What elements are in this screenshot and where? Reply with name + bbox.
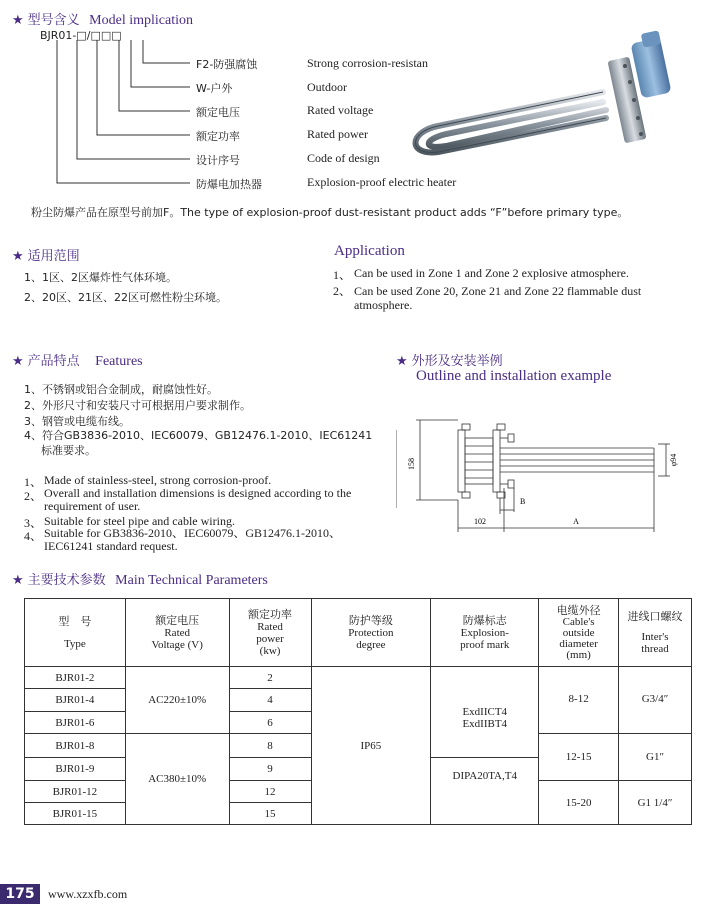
outline-heading-en: Outline and installation example [416, 368, 612, 384]
star-icon: ★ [12, 13, 24, 28]
outline-drawing [396, 408, 698, 542]
power-cell: 15 [229, 803, 311, 825]
thread-cell-2: G1″ [619, 734, 692, 781]
model-heading-en: Model implication [89, 13, 193, 28]
outline-dim-a: A [573, 517, 579, 526]
table-header-cell: 防爆标志 Explosion-proof mark [431, 599, 539, 667]
cable-cell-3: 15-20 [539, 781, 619, 825]
power-cell: 4 [229, 689, 311, 712]
params-heading [12, 569, 268, 589]
params-heading-zh: 主要技术参数 [27, 573, 106, 588]
type-cell: BJR01-8 [25, 734, 126, 758]
model-row-zh: 额定功率 [196, 130, 240, 143]
page-number: 175 [0, 884, 40, 904]
star-icon: ★ [12, 573, 24, 588]
cable-cell-2: 12-15 [539, 734, 619, 781]
application-en-item: Can be used in Zone 1 and Zone 2 explosive atmosphere. [354, 266, 629, 280]
protection-cell: IP65 [311, 667, 431, 825]
outline-heading-zh: 外形及安装举例 [411, 354, 503, 369]
table-header-cell: 防护等级 Protection degree [311, 599, 431, 667]
outline-dim-b: B [520, 497, 526, 506]
application-heading-en: Application [334, 243, 405, 259]
outline-dim-height: 158 [407, 458, 416, 470]
features-heading [12, 350, 143, 370]
heater-product-image [398, 30, 678, 175]
model-row-en: Explosion-proof electric heater [307, 175, 457, 189]
outline-heading-zh-block [396, 350, 503, 370]
voltage-cell: AC220±10% [125, 667, 229, 734]
star-icon: ★ [12, 354, 24, 369]
features-zh-item: 4、符合GB3836-2010、IEC60079、GB12476.1-2010、IEC61241 标准要求。 [24, 429, 373, 457]
model-row-en: Code of design [307, 151, 380, 165]
model-row-en: Outdoor [307, 80, 347, 94]
type-cell: BJR01-12 [25, 781, 126, 803]
application-zh-item: 1、1区、2区爆炸性气体环境。 [24, 271, 177, 284]
mark-cell-1: ExdIICT4 ExdIIBT4 [431, 667, 539, 758]
voltage-cell: AC380±10% [125, 734, 229, 825]
application-en-num: 2、 [333, 284, 352, 298]
power-cell: 6 [229, 712, 311, 734]
thread-cell-3: G1 1/4″ [619, 781, 692, 825]
type-cell: BJR01-2 [25, 667, 126, 689]
application-zh-item: 2、20区、21区、22区可燃性粉尘环境。 [24, 291, 227, 304]
params-table [24, 598, 692, 825]
model-code: BJR01-□/□□□ [40, 29, 122, 42]
model-row-zh: F2-防强腐蚀 [196, 58, 258, 71]
table-header-cell: 额定功率 Rated power (kw) [229, 599, 311, 667]
model-row-zh: W-户外 [196, 82, 233, 95]
power-cell: 2 [229, 667, 311, 689]
model-row-zh: 防爆电加热器 [196, 178, 262, 191]
features-zh-item: 1、不锈钢或铝合金制成，耐腐蚀性好。 [24, 383, 218, 396]
type-cell: BJR01-6 [25, 712, 126, 734]
mark-cell-2: DIPA20TA,T4 [431, 758, 539, 825]
star-icon: ★ [12, 249, 24, 264]
outline-dim-phi: φ94 [669, 453, 678, 467]
features-en-num: 3、 [24, 516, 43, 530]
outline-dim-102: 102 [474, 517, 486, 526]
model-heading-zh: 型号含义 [27, 13, 80, 28]
star-icon: ★ [396, 354, 408, 369]
features-heading-zh: 产品特点 [27, 354, 80, 369]
type-cell: BJR01-4 [25, 689, 126, 712]
model-bracket-lines [0, 0, 330, 200]
application-en-item: Can be used Zone 20, Zone 21 and Zone 22 flammable dust atmosphere. [354, 284, 642, 312]
table-header-cell: 电缆外径 Cable's outside diameter (mm) [539, 599, 619, 667]
features-en-num: 2、 [24, 489, 43, 503]
features-en-item: Suitable for steel pipe and cable wiring. [44, 514, 235, 528]
power-cell: 8 [229, 734, 311, 758]
footer-url[interactable]: www.xzxfb.com [48, 887, 128, 901]
features-zh-item: 3、钢管或电缆布线。 [24, 415, 130, 428]
features-en-item: Overall and installation dimensions is designed according to the requirement of user. [44, 486, 352, 513]
params-heading-en: Main Technical Parameters [115, 573, 268, 588]
type-cell: BJR01-9 [25, 758, 126, 781]
table-header-row [25, 599, 692, 667]
model-row-en: Rated power [307, 127, 368, 141]
features-en-num: 1、 [24, 475, 43, 489]
features-en-item: Made of stainless-steel, strong corrosion-proof. [44, 473, 272, 487]
application-heading-zh-block [12, 245, 80, 265]
model-row-en: Strong corrosion-resistan [307, 56, 428, 70]
power-cell: 9 [229, 758, 311, 781]
application-en-num: 1、 [333, 268, 352, 282]
model-note: 粉尘防爆产品在原型号前加F。The type of explosion-proof dust-resistant product adds “F”before primary type。 [31, 206, 629, 219]
features-zh-item: 2、外形尺寸和安装尺寸可根据用户要求制作。 [24, 399, 251, 412]
thread-cell-1: G3/4″ [619, 667, 692, 734]
application-heading-zh: 适用范围 [27, 249, 80, 264]
cable-cell-1: 8-12 [539, 667, 619, 734]
table-header-cell: 进线口螺纹 Inter's thread [619, 599, 692, 667]
table-header-cell: 型 号 Type [25, 599, 126, 667]
model-row-zh: 设计序号 [196, 154, 240, 167]
power-cell: 12 [229, 781, 311, 803]
type-cell: BJR01-15 [25, 803, 126, 825]
model-row-en: Rated voltage [307, 103, 374, 117]
features-en-num: 4、 [24, 529, 43, 543]
table-header-cell: 额定电压 Rated Voltage (V) [125, 599, 229, 667]
table-row [25, 667, 692, 689]
features-en-item: Suitable for GB3836-2010、IEC60079、GB12476.1-2010、IEC61241 standard request. [44, 526, 341, 553]
model-row-zh: 额定电压 [196, 106, 240, 119]
features-heading-en: Features [95, 354, 143, 369]
